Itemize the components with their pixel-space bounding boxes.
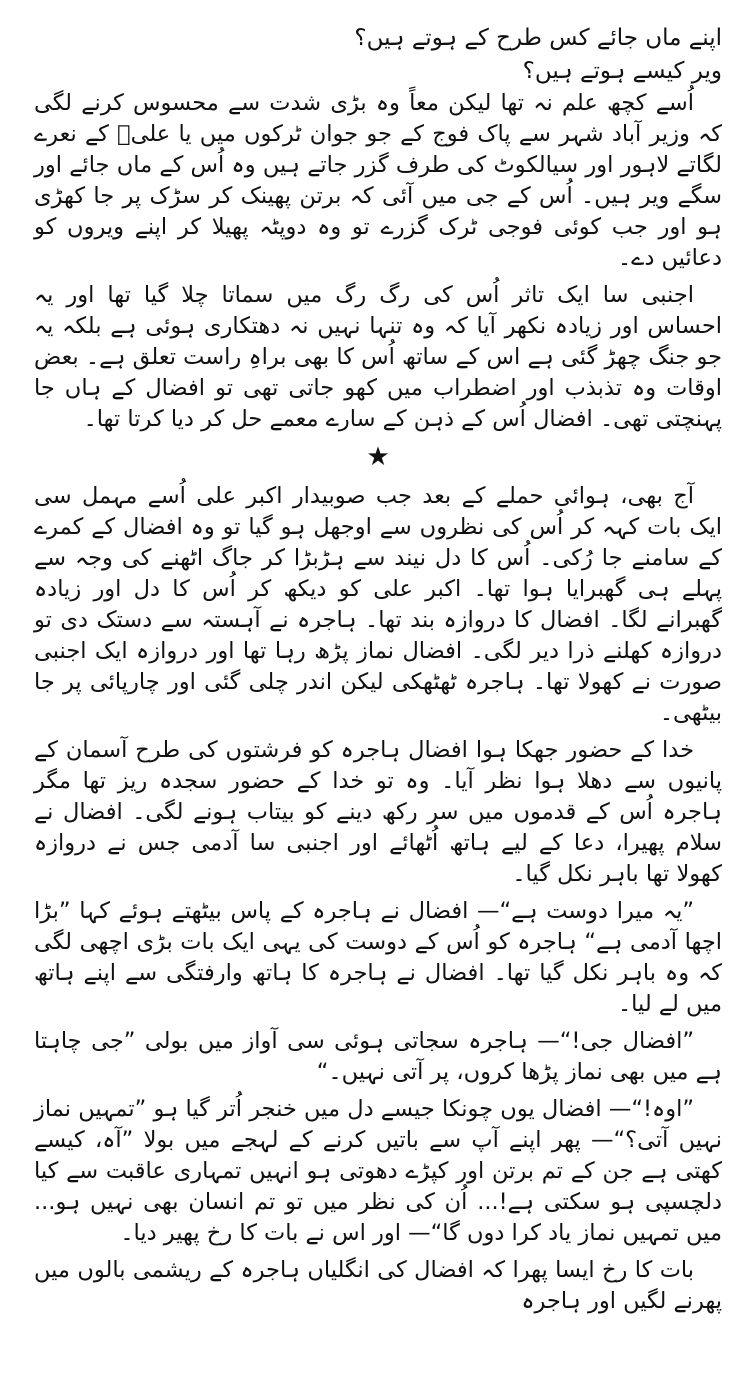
question-line: ویر کیسے ہوتے ہیں؟	[522, 58, 722, 84]
paragraph: ”افضال جی!“— ہاجرہ سجاتی ہوئی سی آواز میں بولی ”جی چاہتا ہے میں بھی نماز پڑھا کروں، پر آتی نہیں۔“	[34, 1028, 722, 1085]
paragraph: آج بھی، ہوائی حملے کے بعد جب صوبیدار اکبر علی اُسے مہمل سی ایک بات کہہ کر اُس کی نظروں سے اوجھل ہو گیا تو وہ افضال کے کمرے کے سامنے جا رُکی۔ اُس کا دل نیند سے ہڑبڑا کر جاگ اٹھنے کی وجہ سے پہلے ہی گھبرایا ہوا تھا۔ اکبر علی کو دیکھ کر اُس کا دل اور زیادہ گھبرانے لگا۔ افضال کا دروازہ بند تھا۔ ہاجرہ نے آہستہ سے دستک دی تو دروازہ کھلنے ذرا دیر لگی۔ افضال نماز پڑھ رہا تھا اور دروازہ ایک اجنبی صورت نے کھولا تھا۔ ہاجرہ ٹھٹھکی لیکن اندر چلی گئی اور چارپائی پر جا بیٹھی۔	[34, 483, 722, 726]
paragraph: اُسے کچھ علم نہ تھا لیکن معاً وہ بڑی شدت سے محسوس کرنے لگی کہ وزیر آباد شہر سے پاک فوج کے جو جوان ٹرکوں میں یا علیؑ کے نعرے لگاتے لاہور اور سیالکوٹ کی طرف گزر جاتے ہیں وہ اُس کے ماں جائے اور سگے ویر ہیں۔ اُس کے جی میں آئی کہ برتن پھینک کر سڑک پر جا کھڑی ہو اور جب کوئی فوجی ٹرک گزرے تو وہ دوپٹہ پھیلا کر اپنے ویروں کو دعائیں دے۔	[34, 90, 722, 271]
paragraph: بات کا رخ ایسا پھرا کہ افضال کی انگلیاں ہاجرہ کے ریشمی بالوں میں پھرنے لگیں اور ہاجرہ	[34, 1257, 722, 1314]
paragraph: ”اوہ!“— افضال یوں چونکا جیسے دل میں خنجر اُتر گیا ہو ”تمہیں نماز نہیں آتی؟“— پھر اپنے آپ سے باتیں کرنے کے لہجے میں بولا ”آہ، کیسے کھتی ہے جن کے تم برتن اور کپڑے دھوتی ہو انہیں تمہاری عاقبت سے کیا دلچسپی ہو سکتی ہے!... اُن کی نظر میں تو تم انسان بھی نہیں ہو... میں تمہیں نماز یاد کرا دوں گا“— اور اس نے بات کا رخ پھیر دیا۔	[34, 1096, 722, 1246]
section-separator-star-icon: ★	[366, 442, 390, 472]
paragraph: اجنبی سا ایک تاثر اُس کی رگ رگ میں سماتا چلا گیا تھا اور یہ احساس اور زیادہ نکھر آیا کہ وہ تنہا نہیں نہ دھتکاری ہوئی ہے بلکہ یہ جو جنگ چھڑ گئی ہے اس کے ساتھ اُس کا بھی براہِ راست تعلق ہے۔ بعض اوقات وہ تذبذب اور اضطراب میں کھو جاتی تھی تو افضال کے ہاں جا پہنچتی تھی۔ افضال اُس کے ذہن کے سارے معمے حل کر دیا کرتا تھا۔	[34, 282, 722, 432]
question-line: اپنے ماں جائے کس طرح کے ہوتے ہیں؟	[354, 25, 722, 51]
paragraph: خدا کے حضور جھکا ہوا افضال ہاجرہ کو فرشتوں کی طرح آسمان کے پانیوں سے دھلا ہوا نظر آیا۔ وہ تو خدا کے حضور سجدہ ریز تھا مگر ہاجرہ اُس کے قدموں میں سر رکھ دینے کو بیتاب ہونے لگی۔ افضال نے سلام پھیرا، دعا کے لیے ہاتھ اُٹھائے اور اجنبی سا آدمی جس نے دروازہ کھولا تھا باہر نکل گیا۔	[34, 737, 722, 887]
paragraph: ”یہ میرا دوست ہے“— افضال نے ہاجرہ کے پاس بیٹھتے ہوئے کہا ”بڑا اچھا آدمی ہے“ ہاجرہ کو اُس کے دوست کی یہی ایک بات بڑی اچھی لگی کہ وہ باہر نکل گیا تھا۔ افضال نے ہاجرہ کا ہاتھ وارفتگی سے اپنے ہاتھ میں لے لیا۔	[34, 898, 722, 1017]
